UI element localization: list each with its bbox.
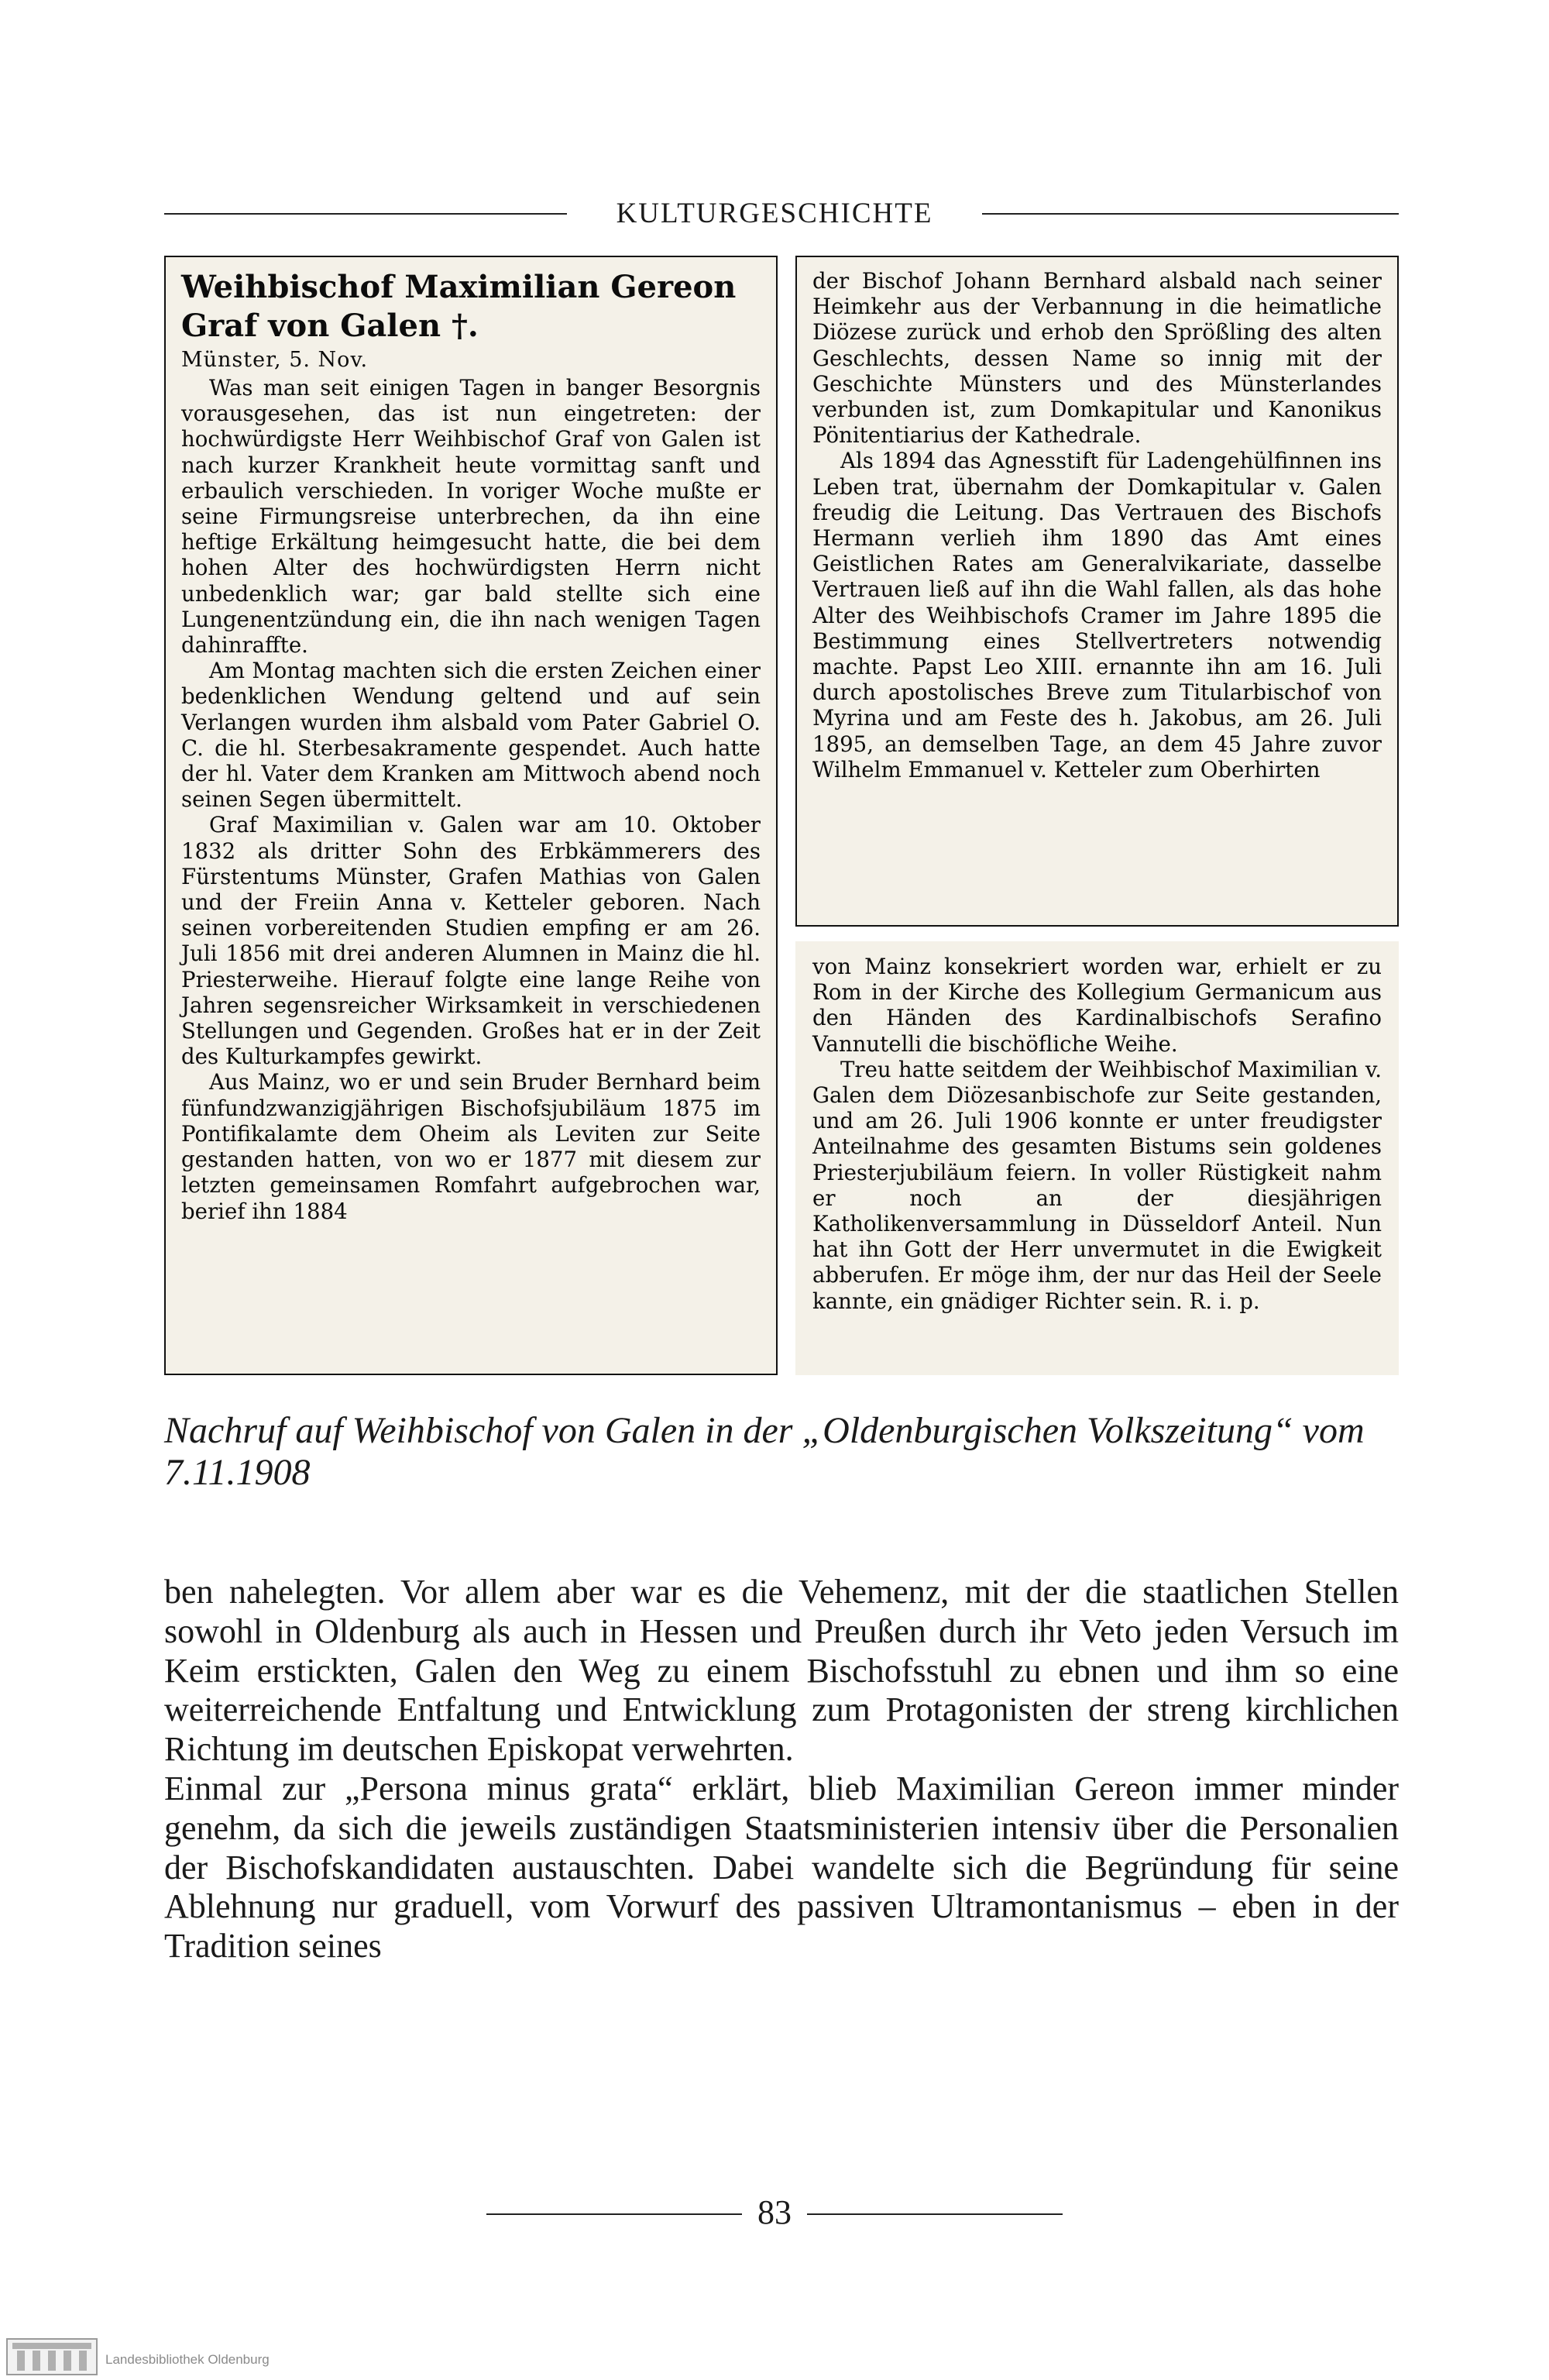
- body-paragraph: ben nahelegten. Vor allem aber war es die Vehemenz, mit der die staatlichen Stellen sowohl in Oldenburg als auch in Hessen und Preußen durch ihr Veto jeden Versuch im Keim erstickten, Galen den Weg zu einem Bischofsstuhl zu ebnen und ihm so eine weiterreichende Entfaltung und Entwicklung zum Protagonisten der streng kirchlichen Richtung im deutschen Episkopat verwehrten.: [164, 1573, 1399, 1769]
- clipping-right-top: [795, 256, 1399, 927]
- library-footer: [0, 2334, 1549, 2380]
- running-head-text: KULTURGESCHICHTE: [606, 198, 944, 229]
- page-number: 83: [757, 2193, 792, 2231]
- obituary-dateline: Münster, 5. Nov.: [181, 348, 369, 372]
- body-text: [164, 1573, 1399, 1966]
- clipping-left-frame: [164, 256, 778, 1375]
- clipping-paragraph: Aus Mainz, wo er und sein Bruder Bernhard beim fünfundzwanzigjährigen Bischofsjubiläum 1875 im Pontifikalamte dem Oheim als Leviten zur Seite gestanden hatten, von wo er 1877 mit diesem zur letzten gemeinsamen Romfahrt aufgebrochen war, berief ihn 1884: [181, 1069, 761, 1224]
- clipping-left-column: [164, 256, 778, 1375]
- clipping-paragraph: der Bischof Johann Bernhard alsbald nach seiner Heimkehr aus der Verbannung in die heimatliche Diözese zurück und erhob den Sprößling des alten Geschlechts, dessen Name so innig mit der Geschichte Münsters und des Münsterlandes verbunden ist, zum Domkapitular und Kanonikus Pönitentiarius der Kathedrale.: [812, 268, 1382, 449]
- clipping-right-bottom: [795, 941, 1399, 1375]
- clipping-paragraph: Als 1894 das Agnesstift für Ladengehülfinnen ins Leben trat, übernahm der Domkapitular v. Galen freudig die Leitung. Das Vertrauen des Bischofs Hermann verlieh ihm 1890 das Amt eines Geistlichen Rates am Generalvikariate, dasselbe Vertrauen ließ auf ihn die Wahl fallen, als das hohe Alter des Weihbischofs Cramer im Jahre 1895 die Bestimmung eines Stellvertreters notwendig machte. Papst Leo XIII. ernannte ihn am 16. Juli durch apostolisches Breve zum Titularbischof von Myrina und am Feste des h. Jakobus, am 26. Juli 1895, an demselben Tage, an dem 45 Jahre zuvor Wilhelm Emmanuel v. Ketteler zum Oberhirten: [812, 448, 1382, 782]
- running-head: [0, 197, 1549, 230]
- figure-caption: Nachruf auf Weihbischof von Galen in der „Oldenburgischen Volkszeitung“ vom 7.11.1908: [164, 1410, 1365, 1493]
- clipping-paragraph: Am Montag machten sich die ersten Zeichen einer bedenklichen Wendung geltend und auf sein Verlangen wurden ihm alsbald vom Pater Gabriel O. C. die hl. Sterbesakramente gespendet. Auch hatte der hl. Vater dem Kranken am Mittwoch abend noch seinen Segen übermittelt.: [181, 658, 761, 813]
- clipping-right-top-frame: [795, 256, 1399, 927]
- clipping-paragraph: von Mainz konsekriert worden war, erhielt er zu Rom in der Kirche des Kollegium Germanicum aus den Händen des Kardinalbischofs Serafino Vannutelli die bischöfliche Weihe.: [812, 954, 1382, 1057]
- clipping-paragraph: Was man seit einigen Tagen in banger Besorgnis vorausgesehen, das ist nun eingetreten: der hochwürdigste Herr Weihbischof Graf von Galen ist nach kurzer Krankheit heute vormittag sanft und erbaulich verschieden. In voriger Woche mußte er seine Firmungsreise unterbrechen, da ihn eine heftige Erkältung heimgesucht hatte, die bei dem hohen Alter des hochwürdigsten Herrn nicht unbedenklich war; gar bald stellte sich eine Lungenentzündung ein, die ihn nach wenigen Tagen dahinraffte.: [181, 375, 761, 659]
- clipping-paragraph: Treu hatte seitdem der Weihbischof Maximilian v. Galen dem Diözesanbischofe zur Seite gestanden, und am 26. Juli 1906 konnte er unter freudigster Anteilnahme des gesamten Bistums sein goldenes Priesterjubiläum feiern. In voller Rüstigkeit nahm er noch an der diesjährigen Katholikenversammlung in Düsseldorf Anteil. Nun hat ihn Gott der Herr unvermutet in die Ewigkeit abberufen. Er möge ihm, der nur das Heil der Seele kannte, ein gnädiger Richter sein. R. i. p.: [812, 1056, 1382, 1314]
- obituary-subheadline: Graf von Galen †.: [181, 308, 479, 344]
- body-paragraph: Einmal zur „Persona minus grata“ erklärt, blieb Maximilian Gereon immer minder genehm, da sich die jeweils zuständigen Staatsministerien intensiv über die Personalien der Bischofskandidaten austauschten. Dabei wandelte sich die Begründung für seine Ablehnung nur graduell, vom Vorwurf des passiven Ultramontanismus – eben in der Tradition seines: [164, 1769, 1399, 1966]
- clipping-paragraph: Graf Maximilian v. Galen war am 10. Oktober 1832 als dritter Sohn des Erbkämmerers des Fürstentums Münster, Grafen Mathias von Galen und der Freiin Anna v. Ketteler geboren. Nach seinen vorbereitenden Studien empfing er am 26. Juli 1856 mit drei anderen Alumnen in Mainz die hl. Priesterweihe. Hierauf folgte eine lange Reihe von Jahren segensreicher Wirksamkeit in verschiedenen Stellungen und Gegenden. Großes hat er in der Zeit des Kulturkampfes gewirkt.: [181, 812, 761, 1070]
- library-logo-icon: [6, 2338, 98, 2375]
- obituary-headline: Weihbischof Maximilian Gereon: [181, 269, 737, 305]
- library-name: Landesbibliothek Oldenburg: [105, 2352, 270, 2367]
